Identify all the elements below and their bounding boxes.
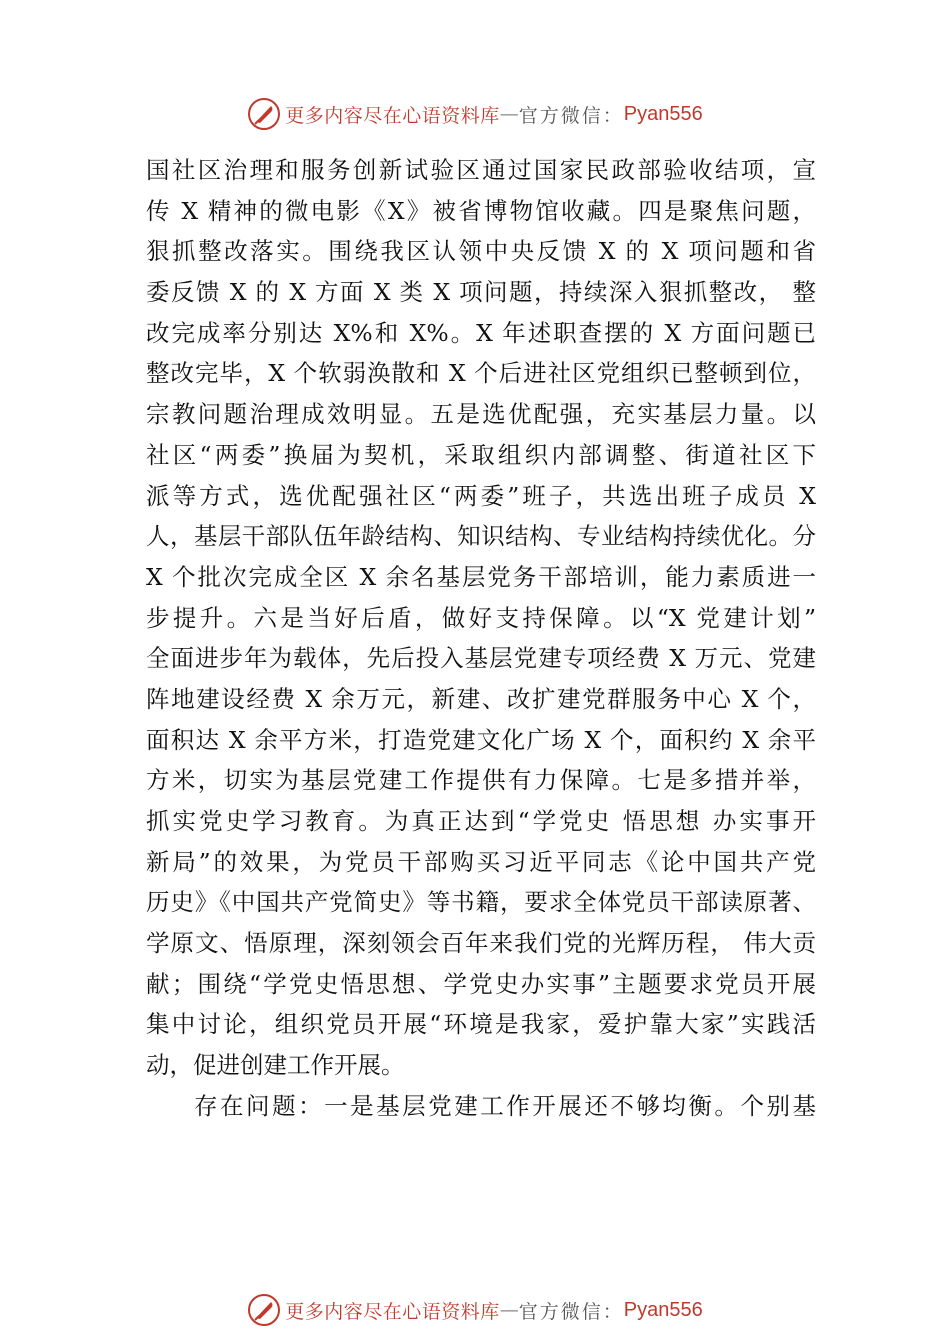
- paragraph-1: [146, 150, 816, 1086]
- text-line: 学原文、悟原理，深刻领会百年来我们党的光辉历程， 伟大贡: [146, 929, 816, 958]
- footer-watermark-banner: [0, 1288, 950, 1332]
- text-line: 集中讨论，组织党员开展“环境是我家，爱护靠大家”实践活: [146, 1010, 816, 1039]
- text-line: 阵地建设经费 X 余万元，新建、改扩建党群服务中心 X 个，: [146, 684, 816, 713]
- text-line: 献；围绕“学党史悟思想、学党史办实事”主题要求党员开展: [146, 969, 816, 998]
- watermark-brand: 更多内容尽在心语资料库: [285, 1300, 500, 1323]
- text-line: 狠抓整改落实。围绕我区认领中央反馈 X 的 X 项问题和省: [146, 237, 816, 266]
- text-line: 委反馈 X 的 X 方面 X 类 X 项问题，持续深入狠抓整改， 整: [146, 278, 816, 307]
- text-line: 宗教问题治理成效明显。五是选优配强，充实基层力量。以: [146, 400, 816, 429]
- paragraph-2: [146, 1086, 816, 1127]
- text-line: 改完成率分别达 X%和 X%。X 年述职查摆的 X 方面问题已: [146, 318, 816, 347]
- text-line: 新局”的效果，为党员干部购买习近平同志《论中国共产党: [146, 847, 816, 876]
- header-watermark-banner: [0, 92, 950, 136]
- text-line: 社区“两委”换届为契机，采取组织内部调整、街道社区下: [146, 440, 816, 469]
- watermark-wechat-id: Pyan556: [623, 102, 703, 125]
- quill-logo-icon: [247, 1293, 281, 1327]
- text-line: 国社区治理和服务创新试验区通过国家民政部验收结项，宣: [146, 156, 816, 184]
- text-line: 面积达 X 余平方米，打造党建文化广场 X 个，面积约 X 余平: [146, 725, 816, 754]
- text-line: 历史》《中国共产党简史》等书籍，要求全体党员干部读原著、: [146, 888, 816, 917]
- watermark-official-label: 官方微信：: [518, 104, 624, 127]
- text-line: 整改完毕，X 个软弱涣散和 X 个后进社区党组织已整顿到位，: [146, 359, 816, 388]
- quill-logo-icon: [247, 97, 281, 131]
- text-line: 存在问题：一是基层党建工作开展还不够均衡。个别基: [194, 1091, 816, 1120]
- text-line: X 个批次完成全区 X 余名基层党务干部培训，能力素质进一: [146, 562, 816, 591]
- text-line: 抓实党史学习教育。为真正达到“学党史 悟思想 办实事开: [146, 807, 816, 835]
- text-line: 动，促进创建工作开展。: [146, 1051, 405, 1080]
- watermark-brand: 更多内容尽在心语资料库: [285, 104, 500, 127]
- text-line: 全面进步年为载体，先后投入基层党建专项经费 X 万元、党建: [146, 644, 816, 673]
- text-line: 步提升。六是当好后盾，做好支持保障。以“X 党建计划”: [146, 603, 816, 632]
- watermark-dash: —: [499, 1299, 519, 1321]
- text-line: 派等方式，选优配强社区“两委”班子，共选出班子成员 X: [146, 481, 816, 510]
- watermark-wechat-id: Pyan556: [623, 1298, 703, 1321]
- text-line: 方米，切实为基层党建工作提供有力保障。七是多措并举，: [146, 766, 816, 795]
- watermark-dash: —: [499, 103, 519, 125]
- watermark-official-label: 官方微信：: [518, 1300, 624, 1323]
- text-line: 传 X 精神的微电影《X》被省博物馆收藏。四是聚焦问题，: [146, 196, 816, 225]
- document-body: [146, 150, 816, 1127]
- text-line: 人，基层干部队伍年龄结构、知识结构、专业结构持续优化。分: [146, 522, 816, 551]
